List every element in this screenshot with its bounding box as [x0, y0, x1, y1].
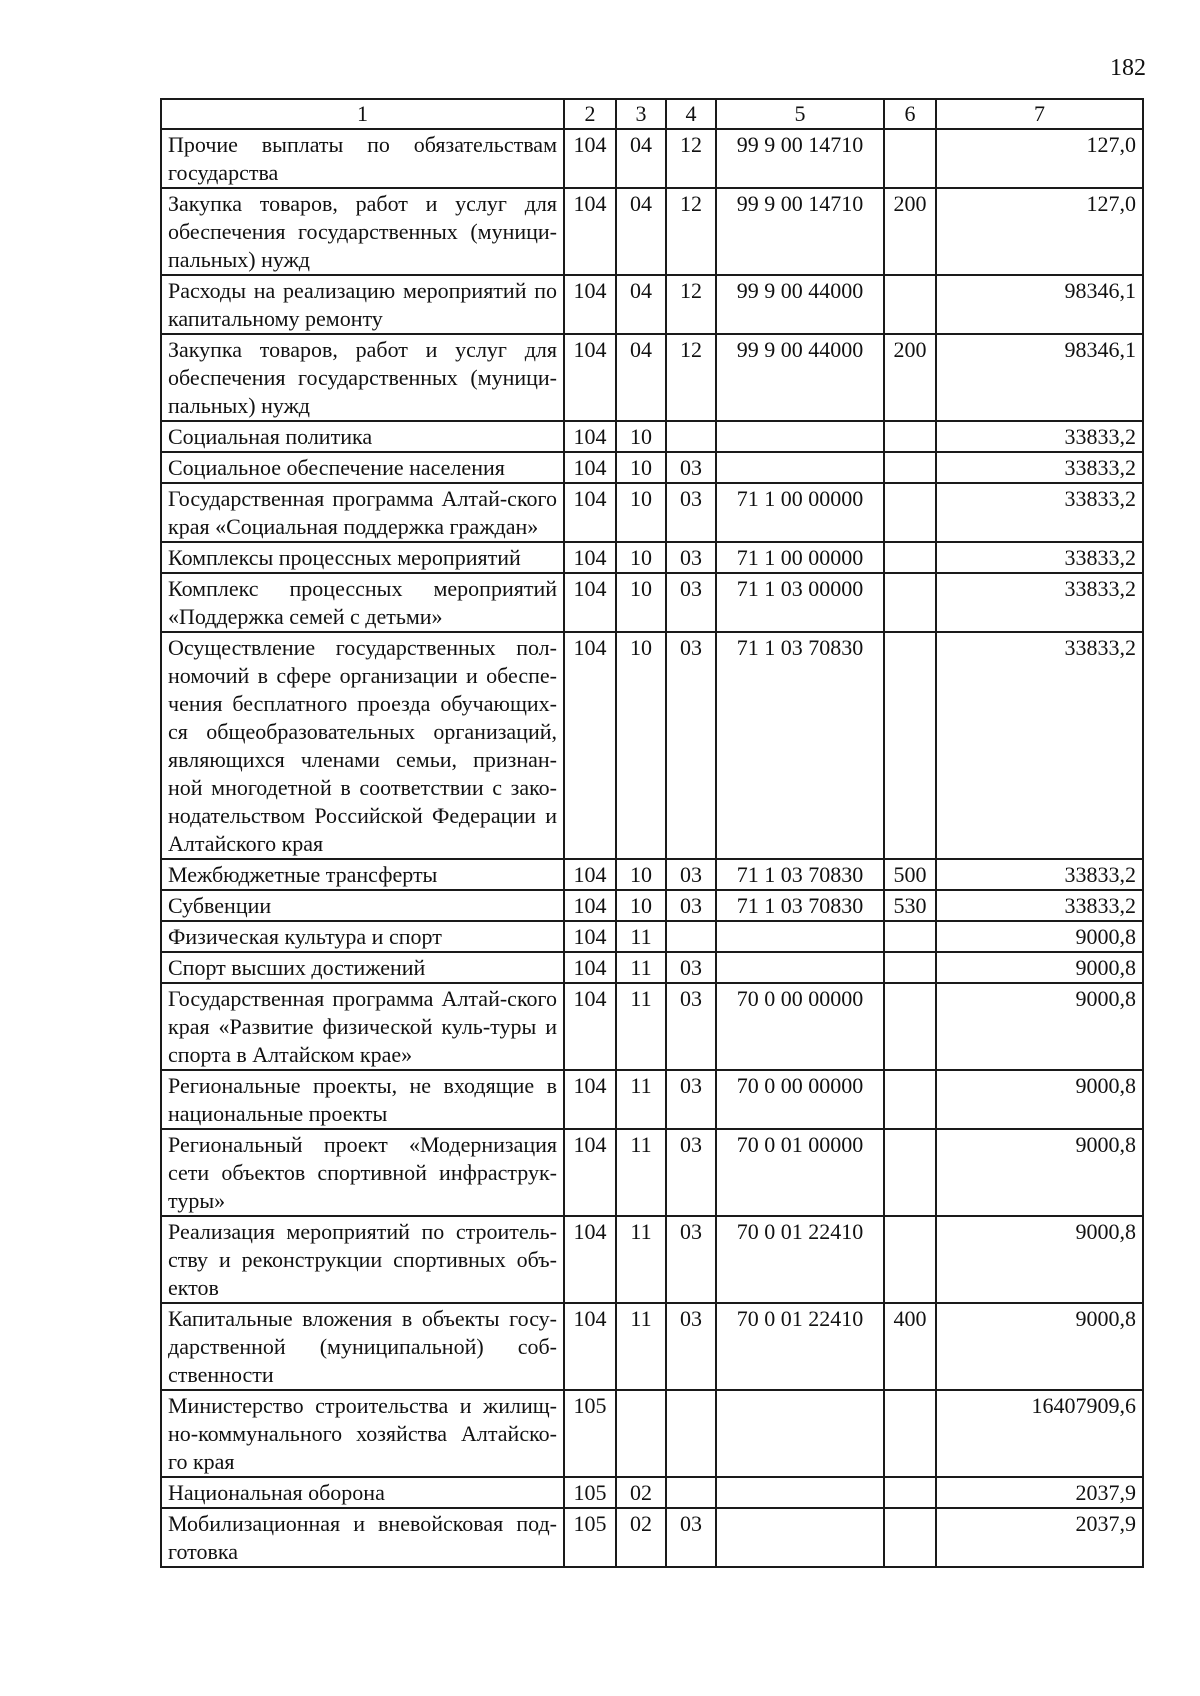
subsection-code-cell — [666, 421, 716, 452]
subsection-code-cell: 12 — [666, 188, 716, 275]
row-name-cell: Комплекс процессных мероприятий «Поддержка семей с детьми» — [161, 573, 564, 632]
section-code-cell: 11 — [616, 952, 666, 983]
subsection-code-cell: 03 — [666, 1303, 716, 1390]
target-article-cell — [716, 1477, 884, 1508]
ministry-code-cell: 104 — [564, 1303, 616, 1390]
row-name-cell: Закупка товаров, работ и услуг для обеспечения государственных (муници-пальных) нужд — [161, 188, 564, 275]
amount-cell: 98346,1 — [936, 334, 1143, 421]
target-article-cell: 99 9 00 14710 — [716, 129, 884, 188]
target-article-cell: 71 1 03 70830 — [716, 890, 884, 921]
ministry-code-cell: 104 — [564, 952, 616, 983]
target-article-cell: 71 1 03 70830 — [716, 632, 884, 859]
expense-type-cell: 500 — [884, 859, 936, 890]
amount-cell: 98346,1 — [936, 275, 1143, 334]
target-article-cell: 70 0 00 00000 — [716, 983, 884, 1070]
amount-cell: 9000,8 — [936, 952, 1143, 983]
expense-type-cell: 530 — [884, 890, 936, 921]
subsection-code-cell: 03 — [666, 483, 716, 542]
subsection-code-cell: 03 — [666, 983, 716, 1070]
subsection-code-cell: 03 — [666, 452, 716, 483]
row-name-cell: Прочие выплаты по обязательствам государства — [161, 129, 564, 188]
target-article-cell: 70 0 01 22410 — [716, 1303, 884, 1390]
ministry-code-cell: 104 — [564, 483, 616, 542]
section-code-cell: 10 — [616, 421, 666, 452]
ministry-code-cell: 104 — [564, 983, 616, 1070]
ministry-code-cell: 104 — [564, 334, 616, 421]
row-name-cell: Межбюджетные трансферты — [161, 859, 564, 890]
amount-cell: 9000,8 — [936, 921, 1143, 952]
subsection-code-cell: 03 — [666, 632, 716, 859]
table-row — [161, 952, 1143, 983]
section-code-cell: 02 — [616, 1477, 666, 1508]
section-code-cell: 04 — [616, 275, 666, 334]
expense-type-cell — [884, 483, 936, 542]
table-row — [161, 542, 1143, 573]
section-code-cell: 11 — [616, 1129, 666, 1216]
expense-type-cell — [884, 921, 936, 952]
target-article-cell: 71 1 00 00000 — [716, 483, 884, 542]
table-header — [161, 99, 1143, 129]
ministry-code-cell: 104 — [564, 921, 616, 952]
amount-cell: 33833,2 — [936, 421, 1143, 452]
row-name-cell: Реализация мероприятий по строитель-ству и реконструкции спортивных объ-ектов — [161, 1216, 564, 1303]
subsection-code-cell: 03 — [666, 1129, 716, 1216]
ministry-code-cell: 104 — [564, 632, 616, 859]
table-row — [161, 1070, 1143, 1129]
amount-cell: 33833,2 — [936, 859, 1143, 890]
row-name-cell: Спорт высших достижений — [161, 952, 564, 983]
table-row — [161, 632, 1143, 859]
row-name-cell: Комплексы процессных мероприятий — [161, 542, 564, 573]
table-row — [161, 1477, 1143, 1508]
table-row — [161, 421, 1143, 452]
subsection-code-cell — [666, 1477, 716, 1508]
table-row — [161, 483, 1143, 542]
expense-type-cell — [884, 573, 936, 632]
subsection-code-cell: 03 — [666, 573, 716, 632]
column-header-1: 1 — [161, 99, 564, 129]
expense-type-cell — [884, 542, 936, 573]
section-code-cell: 10 — [616, 859, 666, 890]
expense-type-cell — [884, 275, 936, 334]
target-article-cell: 70 0 00 00000 — [716, 1070, 884, 1129]
amount-cell: 2037,9 — [936, 1508, 1143, 1567]
subsection-code-cell: 03 — [666, 542, 716, 573]
row-name-cell: Министерство строительства и жилищ-но-коммунального хозяйства Алтайско-го края — [161, 1390, 564, 1477]
row-name-cell: Физическая культура и спорт — [161, 921, 564, 952]
ministry-code-cell: 104 — [564, 859, 616, 890]
table-row — [161, 1508, 1143, 1567]
table-row — [161, 1216, 1143, 1303]
amount-cell: 2037,9 — [936, 1477, 1143, 1508]
amount-cell: 9000,8 — [936, 1070, 1143, 1129]
row-name-cell: Закупка товаров, работ и услуг для обеспечения государственных (муници-пальных) нужд — [161, 334, 564, 421]
table-row — [161, 890, 1143, 921]
row-name-cell: Региональный проект «Модернизация сети объектов спортивной инфраструк-туры» — [161, 1129, 564, 1216]
amount-cell: 33833,2 — [936, 632, 1143, 859]
section-code-cell: 11 — [616, 983, 666, 1070]
expense-type-cell — [884, 129, 936, 188]
section-code-cell: 10 — [616, 890, 666, 921]
amount-cell: 127,0 — [936, 188, 1143, 275]
target-article-cell: 99 9 00 44000 — [716, 334, 884, 421]
expense-type-cell — [884, 1216, 936, 1303]
target-article-cell — [716, 1390, 884, 1477]
target-article-cell — [716, 452, 884, 483]
amount-cell: 127,0 — [936, 129, 1143, 188]
section-code-cell: 04 — [616, 129, 666, 188]
expense-type-cell — [884, 1129, 936, 1216]
expense-type-cell — [884, 952, 936, 983]
section-code-cell: 04 — [616, 188, 666, 275]
section-code-cell: 10 — [616, 452, 666, 483]
ministry-code-cell: 104 — [564, 421, 616, 452]
ministry-code-cell: 104 — [564, 573, 616, 632]
section-code-cell: 11 — [616, 1070, 666, 1129]
table-row — [161, 188, 1143, 275]
table-row — [161, 129, 1143, 188]
ministry-code-cell: 105 — [564, 1390, 616, 1477]
ministry-code-cell: 104 — [564, 542, 616, 573]
budget-table — [160, 98, 1144, 1568]
target-article-cell — [716, 952, 884, 983]
subsection-code-cell — [666, 1390, 716, 1477]
subsection-code-cell: 03 — [666, 890, 716, 921]
column-header-7: 7 — [936, 99, 1143, 129]
expense-type-cell — [884, 452, 936, 483]
section-code-cell: 11 — [616, 921, 666, 952]
ministry-code-cell: 105 — [564, 1477, 616, 1508]
section-code-cell: 02 — [616, 1508, 666, 1567]
row-name-cell: Мобилизационная и вневойсковая под-готовка — [161, 1508, 564, 1567]
ministry-code-cell: 104 — [564, 890, 616, 921]
expense-type-cell: 400 — [884, 1303, 936, 1390]
section-code-cell — [616, 1390, 666, 1477]
section-code-cell: 11 — [616, 1216, 666, 1303]
table-row — [161, 921, 1143, 952]
target-article-cell — [716, 921, 884, 952]
expense-type-cell — [884, 421, 936, 452]
table-body — [161, 129, 1143, 1567]
row-name-cell: Национальная оборона — [161, 1477, 564, 1508]
subsection-code-cell: 03 — [666, 1508, 716, 1567]
section-code-cell: 11 — [616, 1303, 666, 1390]
table-row — [161, 1390, 1143, 1477]
row-name-cell: Капитальные вложения в объекты госу-дарственной (муниципальной) соб-ственности — [161, 1303, 564, 1390]
column-header-6: 6 — [884, 99, 936, 129]
target-article-cell — [716, 1508, 884, 1567]
table-row — [161, 1129, 1143, 1216]
row-name-cell: Осуществление государственных пол-номочий в сфере организации и обеспе-чения бесплатного проезда обучающих-ся общеобразовательных организаций, являющихся членами семьи, признан-ной многодетной в соответствии с зако-нодательством Российской Федерации и Алтайского края — [161, 632, 564, 859]
expense-type-cell — [884, 1508, 936, 1567]
amount-cell: 33833,2 — [936, 573, 1143, 632]
amount-cell: 33833,2 — [936, 483, 1143, 542]
table-row — [161, 1303, 1143, 1390]
row-name-cell: Субвенции — [161, 890, 564, 921]
header-row — [161, 99, 1143, 129]
ministry-code-cell: 104 — [564, 452, 616, 483]
row-name-cell: Расходы на реализацию мероприятий по капитальному ремонту — [161, 275, 564, 334]
target-article-cell: 99 9 00 44000 — [716, 275, 884, 334]
expense-type-cell: 200 — [884, 188, 936, 275]
target-article-cell: 71 1 03 70830 — [716, 859, 884, 890]
row-name-cell: Социальное обеспечение населения — [161, 452, 564, 483]
ministry-code-cell: 104 — [564, 1129, 616, 1216]
ministry-code-cell: 104 — [564, 1070, 616, 1129]
section-code-cell: 10 — [616, 542, 666, 573]
amount-cell: 9000,8 — [936, 1216, 1143, 1303]
subsection-code-cell — [666, 921, 716, 952]
target-article-cell — [716, 421, 884, 452]
section-code-cell: 10 — [616, 573, 666, 632]
target-article-cell: 99 9 00 14710 — [716, 188, 884, 275]
amount-cell: 9000,8 — [936, 1129, 1143, 1216]
section-code-cell: 10 — [616, 483, 666, 542]
target-article-cell: 70 0 01 00000 — [716, 1129, 884, 1216]
row-name-cell: Государственная программа Алтай-ского края «Социальная поддержка граждан» — [161, 483, 564, 542]
table-row — [161, 275, 1143, 334]
target-article-cell: 71 1 03 00000 — [716, 573, 884, 632]
column-header-4: 4 — [666, 99, 716, 129]
row-name-cell: Государственная программа Алтай-ского края «Развитие физической куль-туры и спорта в Алтайском крае» — [161, 983, 564, 1070]
column-header-5: 5 — [716, 99, 884, 129]
subsection-code-cell: 03 — [666, 1216, 716, 1303]
table-row — [161, 334, 1143, 421]
table-row — [161, 573, 1143, 632]
column-header-2: 2 — [564, 99, 616, 129]
subsection-code-cell: 03 — [666, 859, 716, 890]
table-row — [161, 859, 1143, 890]
expense-type-cell — [884, 1070, 936, 1129]
amount-cell: 33833,2 — [936, 452, 1143, 483]
subsection-code-cell: 12 — [666, 129, 716, 188]
ministry-code-cell: 104 — [564, 1216, 616, 1303]
subsection-code-cell: 03 — [666, 952, 716, 983]
expense-type-cell — [884, 1477, 936, 1508]
ministry-code-cell: 104 — [564, 129, 616, 188]
amount-cell: 9000,8 — [936, 1303, 1143, 1390]
section-code-cell: 10 — [616, 632, 666, 859]
target-article-cell: 70 0 01 22410 — [716, 1216, 884, 1303]
row-name-cell: Региональные проекты, не входящие в национальные проекты — [161, 1070, 564, 1129]
amount-cell: 16407909,6 — [936, 1390, 1143, 1477]
subsection-code-cell: 12 — [666, 275, 716, 334]
ministry-code-cell: 105 — [564, 1508, 616, 1567]
amount-cell: 9000,8 — [936, 983, 1143, 1070]
amount-cell: 33833,2 — [936, 890, 1143, 921]
expense-type-cell — [884, 983, 936, 1070]
target-article-cell: 71 1 00 00000 — [716, 542, 884, 573]
table-row — [161, 983, 1143, 1070]
amount-cell: 33833,2 — [936, 542, 1143, 573]
subsection-code-cell: 03 — [666, 1070, 716, 1129]
expense-type-cell — [884, 632, 936, 859]
ministry-code-cell: 104 — [564, 188, 616, 275]
column-header-3: 3 — [616, 99, 666, 129]
section-code-cell: 04 — [616, 334, 666, 421]
page-number: 182 — [1110, 55, 1146, 81]
ministry-code-cell: 104 — [564, 275, 616, 334]
table-row — [161, 452, 1143, 483]
row-name-cell: Социальная политика — [161, 421, 564, 452]
expense-type-cell — [884, 1390, 936, 1477]
expense-type-cell: 200 — [884, 334, 936, 421]
subsection-code-cell: 12 — [666, 334, 716, 421]
